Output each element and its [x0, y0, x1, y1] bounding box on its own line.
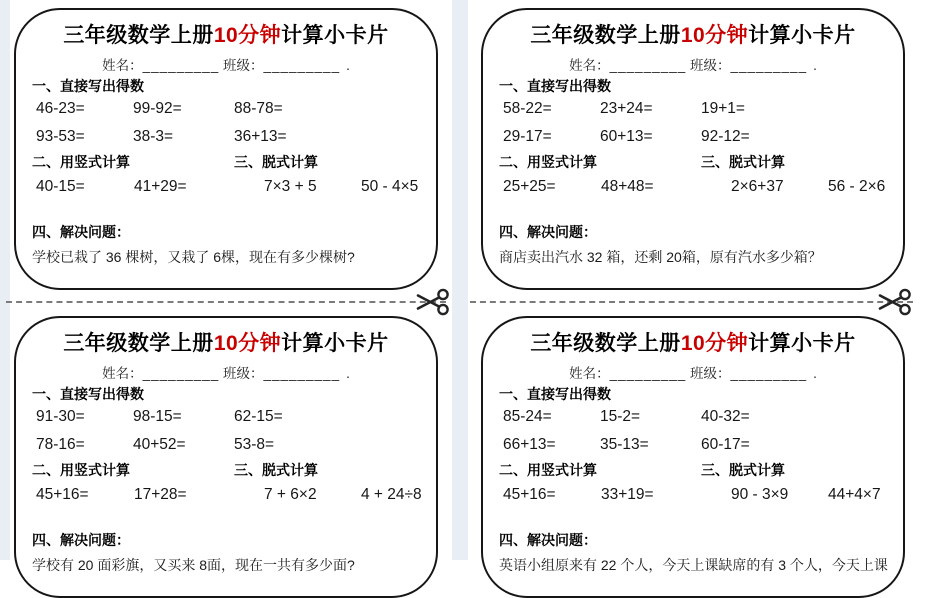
card-title	[483, 19, 903, 49]
word-problem-text: 学校有 20 面彩旗，又买来 8面，现在一共有多少面?	[32, 557, 355, 573]
oral-problem: 15-2=	[600, 408, 641, 425]
oral-problems-row2	[503, 128, 893, 146]
title-part-10min: 10分钟	[213, 332, 282, 355]
worksheet-card-top-right	[481, 8, 905, 290]
oral-problems-row1	[36, 408, 426, 426]
section4-heading: 四、解决问题：	[32, 532, 130, 548]
vertical-calc-problem: 40-15=	[36, 178, 85, 195]
oral-problem: 60+13=	[600, 128, 653, 145]
class-label: 班级：	[223, 58, 264, 73]
calculation-problems-row	[483, 178, 903, 200]
section2-heading: 二、用竖式计算	[32, 462, 130, 478]
stepwise-calc-problem: 7×3 + 5	[264, 178, 317, 195]
stepwise-calc-problem: 7 + 6×2	[264, 486, 317, 503]
name-label: 姓名：	[102, 58, 143, 73]
section1-heading: 一、直接写出得数	[499, 386, 611, 402]
calculation-problems-row	[16, 486, 436, 508]
oral-problem: 92-12=	[701, 128, 750, 145]
vertical-calc-problem: 17+28=	[134, 486, 187, 503]
scissors-icon	[412, 286, 452, 318]
name-class-line	[483, 362, 903, 382]
calculation-problems-row	[16, 178, 436, 200]
oral-problem: 98-15=	[133, 408, 182, 425]
section2-heading: 二、用竖式计算	[499, 462, 597, 478]
section4-heading: 四、解决问题：	[32, 224, 130, 240]
oral-problem: 46-23=	[36, 100, 85, 117]
oral-problem: 36+13=	[234, 128, 287, 145]
vertical-calc-problem: 25+25=	[503, 178, 556, 195]
card-title	[16, 327, 436, 357]
calculation-problems-row	[483, 486, 903, 508]
word-problem-text: 商店卖出汽水 32 箱，还剩 20箱，原有汽水多少箱？	[499, 249, 822, 265]
name-blank: _________	[142, 58, 220, 73]
period: .	[813, 366, 817, 381]
vertical-calc-problem: 45+16=	[36, 486, 89, 503]
oral-problem: 60-17=	[701, 436, 750, 453]
class-blank: _________	[730, 58, 808, 73]
vertical-calc-problem: 41+29=	[134, 178, 187, 195]
oral-problem: 66+13=	[503, 436, 556, 453]
section3-heading: 三、脱式计算	[234, 462, 318, 478]
title-part-cards: 计算小卡片	[748, 332, 856, 355]
oral-problems-row1	[503, 408, 893, 426]
class-label: 班级：	[223, 366, 264, 381]
oral-problem: 29-17=	[503, 128, 552, 145]
oral-problem: 23+24=	[600, 100, 653, 117]
title-part-grade: 三年级数学上册	[63, 332, 214, 355]
section2-heading: 二、用竖式计算	[499, 154, 597, 170]
class-blank: _________	[263, 366, 341, 381]
title-part-10min: 10分钟	[680, 24, 749, 47]
stepwise-calc-problem: 50 - 4×5	[361, 178, 419, 195]
oral-problems-row2	[36, 436, 426, 454]
section3-heading: 三、脱式计算	[701, 462, 785, 478]
name-blank: _________	[609, 366, 687, 381]
card-title	[16, 19, 436, 49]
section1-heading: 一、直接写出得数	[32, 78, 144, 94]
title-part-cards: 计算小卡片	[748, 24, 856, 47]
class-blank: _________	[730, 366, 808, 381]
section3-heading: 三、脱式计算	[234, 154, 318, 170]
word-problem-text: 学校已栽了 36 棵树，又栽了 6棵，现在有多少棵树?	[32, 249, 355, 265]
stepwise-calc-problem: 44+4×7	[828, 486, 881, 503]
section4-heading: 四、解决问题：	[499, 532, 597, 548]
word-problem-text: 英语小组原来有 22 个人，今天上课缺席的有 3 个人，今天上课	[499, 557, 888, 573]
oral-problem: 88-78=	[234, 100, 283, 117]
dashed-cut-line	[6, 301, 446, 303]
page-margin-band	[0, 0, 10, 560]
section1-heading: 一、直接写出得数	[499, 78, 611, 94]
stepwise-calc-problem: 90 - 3×9	[731, 486, 789, 503]
class-label: 班级：	[690, 366, 731, 381]
title-part-grade: 三年级数学上册	[530, 332, 681, 355]
name-class-line	[483, 54, 903, 74]
oral-problems-row2	[36, 128, 426, 146]
oral-problem: 93-53=	[36, 128, 85, 145]
worksheet-card-bottom-left	[14, 316, 438, 598]
section3-heading: 三、脱式计算	[701, 154, 785, 170]
scissors-icon	[874, 286, 914, 318]
title-part-10min: 10分钟	[213, 24, 282, 47]
section1-heading: 一、直接写出得数	[32, 386, 144, 402]
class-label: 班级：	[690, 58, 731, 73]
oral-problem: 40+52=	[133, 436, 186, 453]
oral-problem: 62-15=	[234, 408, 283, 425]
section4-heading: 四、解决问题：	[499, 224, 597, 240]
card-title	[483, 327, 903, 357]
period: .	[346, 366, 350, 381]
oral-problems-row1	[503, 100, 893, 118]
worksheet-card-bottom-right	[481, 316, 905, 598]
oral-problem: 99-92=	[133, 100, 182, 117]
oral-problem: 78-16=	[36, 436, 85, 453]
column-gutter-band	[452, 0, 468, 560]
oral-problems-row1	[36, 100, 426, 118]
name-label: 姓名：	[569, 366, 610, 381]
name-blank: _________	[142, 366, 220, 381]
oral-problem: 53-8=	[234, 436, 275, 453]
title-part-10min: 10分钟	[680, 332, 749, 355]
name-class-line	[16, 362, 436, 382]
title-part-cards: 计算小卡片	[281, 332, 389, 355]
title-part-grade: 三年级数学上册	[530, 24, 681, 47]
oral-problem: 58-22=	[503, 100, 552, 117]
class-blank: _________	[263, 58, 341, 73]
oral-problem: 40-32=	[701, 408, 750, 425]
name-class-line	[16, 54, 436, 74]
name-label: 姓名：	[569, 58, 610, 73]
section2-heading: 二、用竖式计算	[32, 154, 130, 170]
oral-problem: 85-24=	[503, 408, 552, 425]
period: .	[813, 58, 817, 73]
title-part-grade: 三年级数学上册	[63, 24, 214, 47]
oral-problem: 19+1=	[701, 100, 745, 117]
stepwise-calc-problem: 4 + 24÷8	[361, 486, 422, 503]
title-part-cards: 计算小卡片	[281, 24, 389, 47]
oral-problem: 38-3=	[133, 128, 174, 145]
oral-problem: 91-30=	[36, 408, 85, 425]
oral-problems-row2	[503, 436, 893, 454]
oral-problem: 35-13=	[600, 436, 649, 453]
period: .	[346, 58, 350, 73]
name-label: 姓名：	[102, 366, 143, 381]
vertical-calc-problem: 33+19=	[601, 486, 654, 503]
vertical-calc-problem: 48+48=	[601, 178, 654, 195]
name-blank: _________	[609, 58, 687, 73]
dashed-cut-line	[470, 301, 913, 303]
vertical-calc-problem: 45+16=	[503, 486, 556, 503]
stepwise-calc-problem: 56 - 2×6	[828, 178, 886, 195]
worksheet-card-top-left	[14, 8, 438, 290]
stepwise-calc-problem: 2×6+37	[731, 178, 784, 195]
